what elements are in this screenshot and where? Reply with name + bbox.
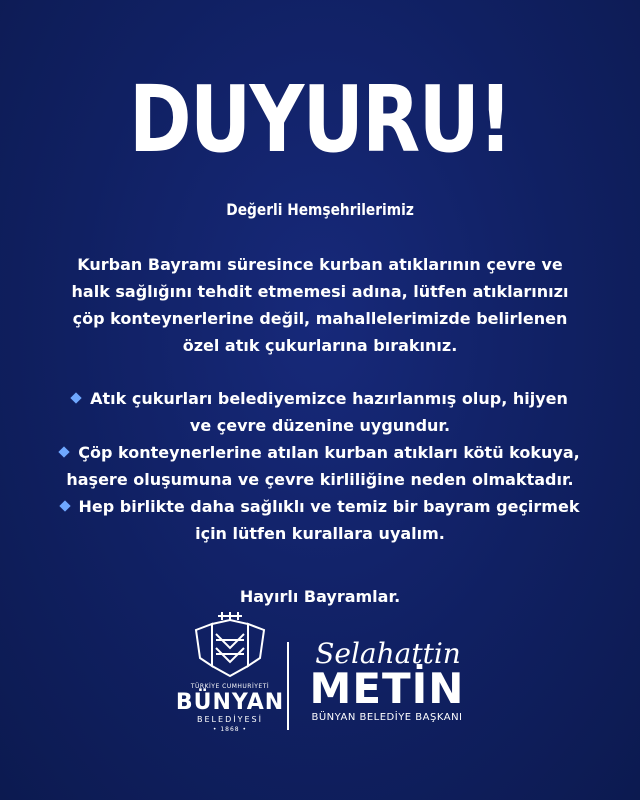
municipality-logo-text	[160, 682, 300, 735]
diamond-bullet-icon	[59, 500, 70, 511]
intro-paragraph	[60, 251, 580, 359]
diamond-bullet-icon	[70, 392, 81, 403]
diamond-bullet-icon	[59, 446, 70, 457]
municipality-label: BELEDİYESİ	[197, 715, 263, 724]
mayor-first-name: Selahattin	[315, 637, 461, 670]
mayor-last-name: METİN	[309, 664, 465, 713]
city-name: BÜNYAN	[175, 690, 285, 715]
greeting	[60, 196, 580, 223]
greeting-text: Değerli Hemşehrilerimiz	[226, 200, 414, 219]
footer-logos	[0, 606, 640, 746]
announcement-body	[60, 196, 580, 610]
headline: DUYURU!	[128, 66, 512, 173]
municipality-emblem-icon	[192, 610, 268, 678]
bullet-item	[60, 493, 580, 547]
mayor-title: BÜNYAN BELEDİYE BAŞKANI	[311, 712, 463, 723]
republic-label: TÜRKİYE CUMHURİYETİ	[190, 683, 270, 690]
bullet-text: Çöp konteynerlerine atılan kurban atıkları kötü kokuya, haşere oluşumuna ve çevre kirliliğine neden olmaktadır.	[66, 443, 580, 489]
bullet-item	[60, 439, 580, 493]
closing-text: Hayırlı Bayramlar.	[239, 587, 401, 606]
bullet-text: Hep birlikte daha sağlıklı ve temiz bir bayram geçirmek için lütfen kurallara uyalım.	[78, 497, 580, 543]
bullet-list	[60, 385, 580, 547]
intro-text: Kurban Bayramı süresince kurban atıklarının çevre ve halk sağlığını tehdit etmemesi adına, lütfen atıklarınızı çöp konteynerlerine değil, mahallelerimizde belirlenen özel atık çukurlarına bırakınız.	[71, 255, 569, 355]
bullet-item	[60, 385, 580, 439]
logo-divider	[287, 642, 289, 730]
bullet-text: Atık çukurları belediyemizce hazırlanmış olup, hijyen ve çevre düzenine uygundur.	[90, 389, 568, 435]
founding-year: • 1868 •	[212, 726, 248, 733]
